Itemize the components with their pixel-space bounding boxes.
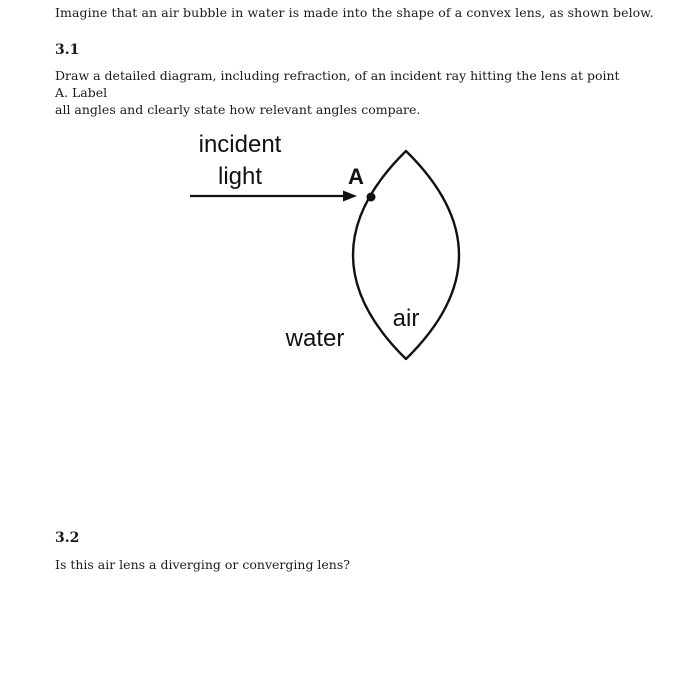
intro-text: Imagine that an air bubble in water is made into the shape of a convex lens, as shown below. xyxy=(55,5,654,20)
question-3-1-body xyxy=(55,67,625,118)
incident-ray-arrowhead xyxy=(343,191,357,202)
question-3-2-number: 3.2 xyxy=(55,530,80,546)
incident-label-line-2: light xyxy=(217,163,263,190)
air-label: air xyxy=(392,305,420,332)
air-lens-outline xyxy=(353,151,459,359)
incident-label-line-1: incident xyxy=(198,131,282,158)
question-3-1-line-2: all angles and clearly state how relevant angles compare. xyxy=(55,102,421,117)
point-a-label: A xyxy=(348,164,364,189)
question-3-1-line-1: Draw a detailed diagram, including refraction, of an incident ray hitting the lens at point A. Label xyxy=(55,68,620,100)
question-3-2-body: Is this air lens a diverging or converging lens? xyxy=(55,557,350,572)
question-3-1-number: 3.1 xyxy=(55,42,80,58)
water-label: water xyxy=(285,325,345,352)
point-a-dot xyxy=(367,193,376,202)
